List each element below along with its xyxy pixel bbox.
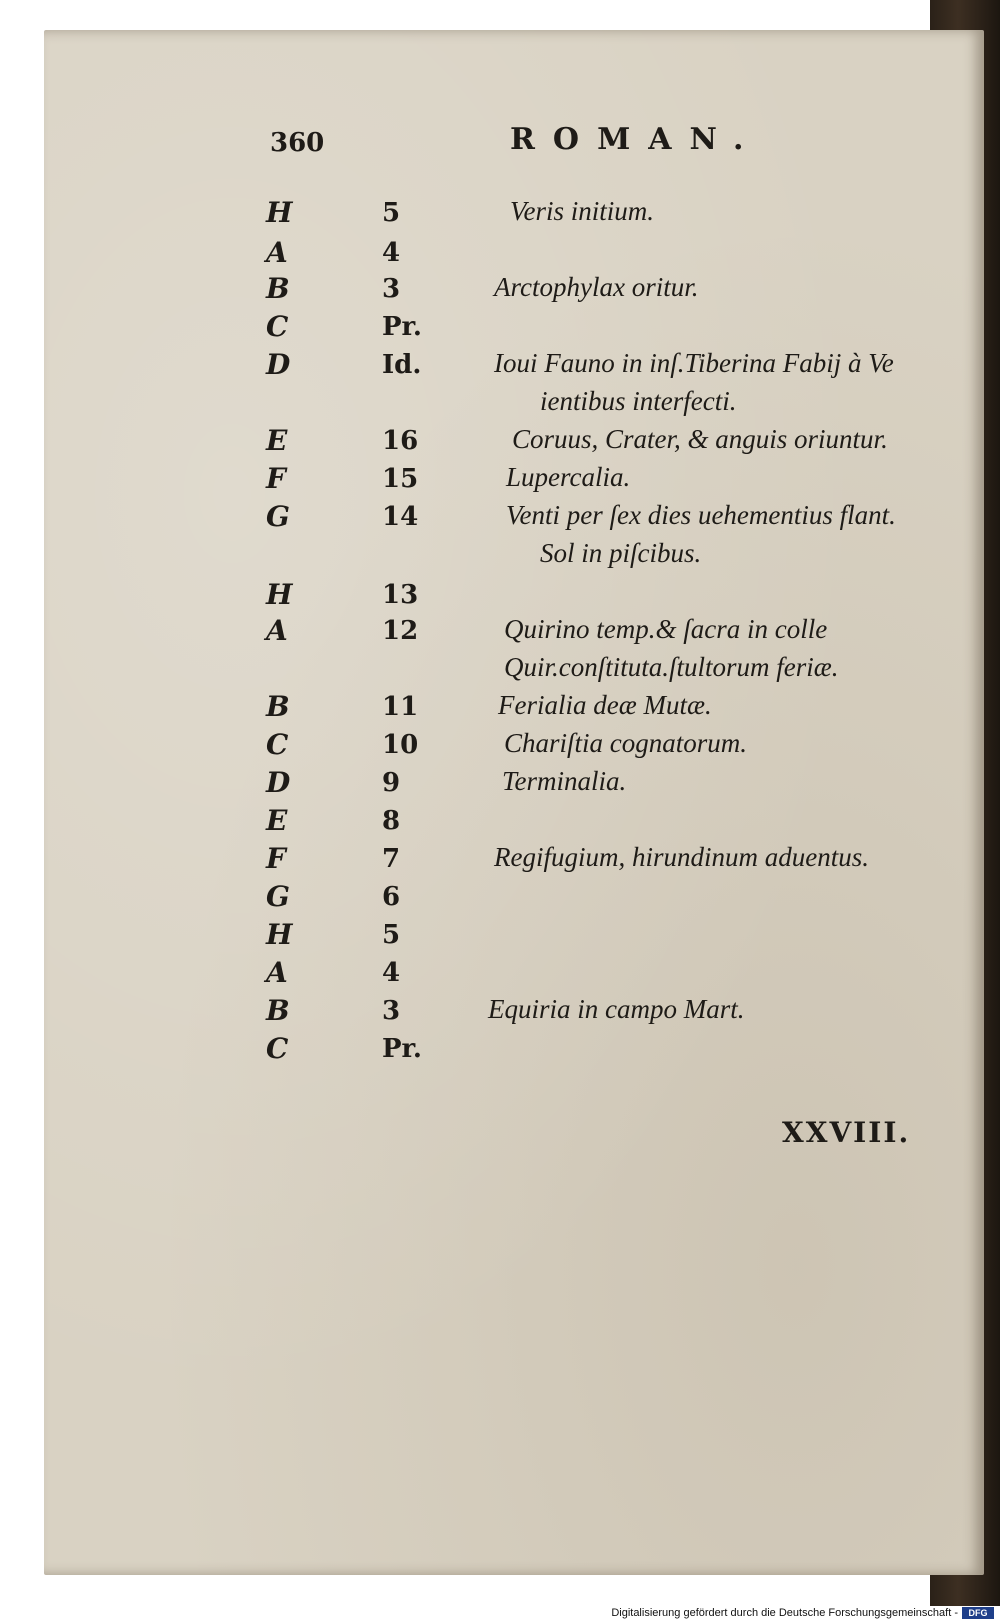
calendar-note: Lupercalia.: [506, 462, 631, 492]
day-number: Pr.: [382, 1034, 422, 1064]
dominical-letter: C: [266, 728, 289, 761]
calendar-note: Terminalia.: [502, 766, 627, 796]
page-number: 360: [270, 128, 325, 158]
dominical-letter: A: [266, 956, 288, 989]
calendar-note: Chariſtia cognatorum.: [504, 728, 748, 758]
calendar-note: Arctophylax oritur.: [494, 272, 699, 302]
day-number: 14: [382, 502, 419, 532]
dominical-letter: C: [266, 1032, 289, 1065]
calendar-note: Equiria in campo Mart.: [488, 994, 745, 1024]
calendar-row: [0, 272, 1000, 312]
calendar-row: [0, 690, 1000, 730]
calendar-note: Venti per ſex dies uehementius flant.: [506, 500, 896, 530]
calendar-note: Coruus, Crater, & anguis oriuntur.: [512, 424, 888, 454]
calendar-row: [0, 842, 1000, 882]
calendar-note-continuation: ientibus interfecti.: [540, 386, 737, 416]
calendar-row: [0, 614, 1000, 682]
day-number: 16: [382, 426, 419, 456]
signature-mark: XXVIII.: [782, 1116, 911, 1149]
calendar-row: [0, 880, 1000, 920]
dominical-letter: E: [266, 804, 288, 837]
day-number: 12: [382, 616, 419, 646]
day-number: 5: [382, 198, 401, 228]
day-number: 15: [382, 464, 419, 494]
calendar-row: [0, 728, 1000, 768]
dominical-letter: F: [266, 842, 286, 875]
calendar-row: [0, 462, 1000, 502]
dominical-letter: A: [266, 236, 288, 269]
digitization-credit: Digitalisierung gefördert durch die Deutsche Forschungsgemeinschaft -: [611, 1607, 958, 1619]
dominical-letter: H: [266, 196, 293, 229]
calendar-row: [0, 994, 1000, 1034]
dominical-letter: B: [266, 272, 290, 305]
dominical-letter: D: [266, 348, 291, 381]
day-number: 10: [382, 730, 419, 760]
day-number: Pr.: [382, 312, 422, 342]
calendar-note: Veris initium.: [510, 196, 655, 226]
calendar-note: Quirino temp.& ſacra in colle: [504, 614, 828, 644]
dominical-letter: G: [266, 500, 290, 533]
dominical-letter: E: [266, 424, 288, 457]
day-number: 4: [382, 958, 401, 988]
calendar-row: [0, 766, 1000, 806]
calendar-row: [0, 918, 1000, 958]
day-number: Id.: [382, 350, 422, 380]
dominical-letter: B: [266, 994, 290, 1027]
dominical-letter: A: [266, 614, 288, 647]
calendar-note: Ioui Fauno in inſ.Tiberina Fabij à Ve: [494, 348, 894, 378]
day-number: 13: [382, 580, 419, 610]
dominical-letter: D: [266, 766, 291, 799]
calendar-row: [0, 310, 1000, 350]
dominical-letter: F: [266, 462, 286, 495]
calendar-row: [0, 236, 1000, 276]
day-number: 8: [382, 806, 401, 836]
calendar-row: [0, 804, 1000, 844]
running-head: ROMAN.: [510, 122, 762, 157]
dominical-letter: H: [266, 918, 293, 951]
dominical-letter: B: [266, 690, 290, 723]
calendar-row: [0, 424, 1000, 464]
dominical-letter: C: [266, 310, 289, 343]
top-margin: [0, 0, 1000, 30]
day-number: 5: [382, 920, 401, 950]
calendar-row: [0, 1032, 1000, 1072]
day-number: 3: [382, 274, 401, 304]
calendar-row: [0, 196, 1000, 236]
dfg-logo-badge: DFG: [962, 1607, 994, 1619]
day-number: 11: [382, 692, 419, 722]
calendar-row: [0, 500, 1000, 568]
calendar-row: [0, 956, 1000, 996]
day-number: 3: [382, 996, 401, 1026]
dominical-letter: H: [266, 578, 293, 611]
calendar-row: [0, 348, 1000, 416]
day-number: 7: [382, 844, 401, 874]
day-number: 4: [382, 238, 401, 268]
dominical-letter: G: [266, 880, 290, 913]
day-number: 9: [382, 768, 401, 798]
calendar-note-continuation: Sol in piſcibus.: [540, 538, 702, 568]
calendar-row: [0, 578, 1000, 618]
calendar-note: Ferialia deæ Mutæ.: [498, 690, 712, 720]
calendar-note-continuation: Quir.conſtituta.ſtultorum feriæ.: [504, 652, 839, 682]
day-number: 6: [382, 882, 401, 912]
calendar-note: Regifugium, hirundinum aduentus.: [494, 842, 869, 872]
